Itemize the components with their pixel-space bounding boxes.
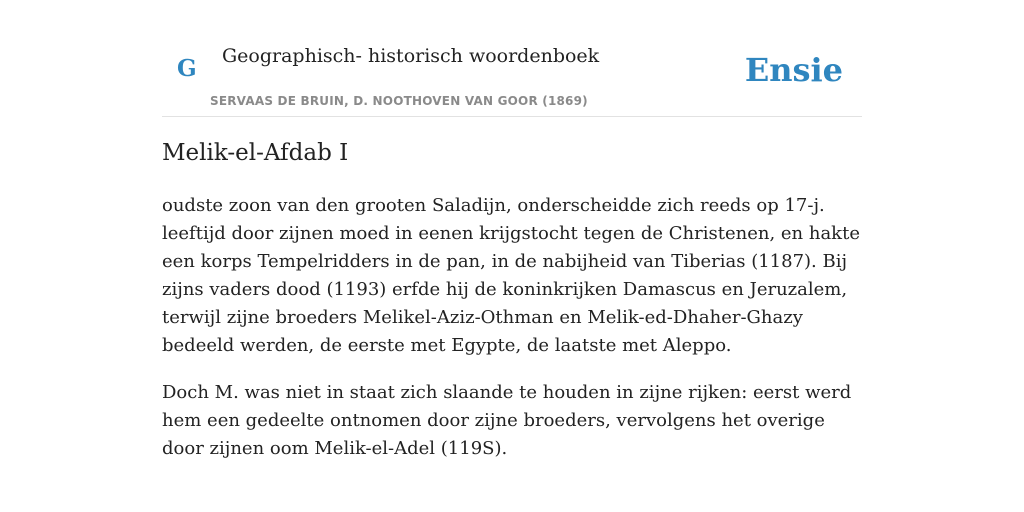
letter-index-link[interactable]: G bbox=[177, 55, 197, 82]
entry-title: Melik-el-Afdab I bbox=[162, 140, 349, 166]
entry-paragraph: oudste zoon van den grooten Saladijn, onderscheidde zich reeds op 17-j. leeftijd door zijnen moed in eenen krijgstocht tegen de Christenen, en hakte een korps Tempelridders in de pan, in de nabijheid van Tiberias (1187). Bij zijns vaders dood (1193) erfde hij de koninkrijken Damascus en Jeruzalem, terwijl zijne broeders Melikel-Aziz-Othman en Melik-ed-Dhaher-Ghazy bedeeld werden, de eerste met Egypte, de laatste met Aleppo. bbox=[162, 195, 860, 356]
book-title[interactable]: Geographisch- historisch woordenboek bbox=[222, 45, 600, 67]
book-header bbox=[162, 0, 862, 117]
brand-logo[interactable]: Ensie bbox=[744, 51, 843, 89]
book-author: SERVAAS DE BRUIN, D. NOOTHOVEN VAN GOOR (1869) bbox=[210, 94, 588, 108]
entry-paragraph: Doch M. was niet in staat zich slaande te houden in zijne rijken: eerst werd hem een gedeelte ontnomen door zijne broeders, vervolgens het overige door zijnen oom Melik-el-Adel (119S). bbox=[162, 382, 852, 459]
entry-body bbox=[162, 192, 862, 482]
